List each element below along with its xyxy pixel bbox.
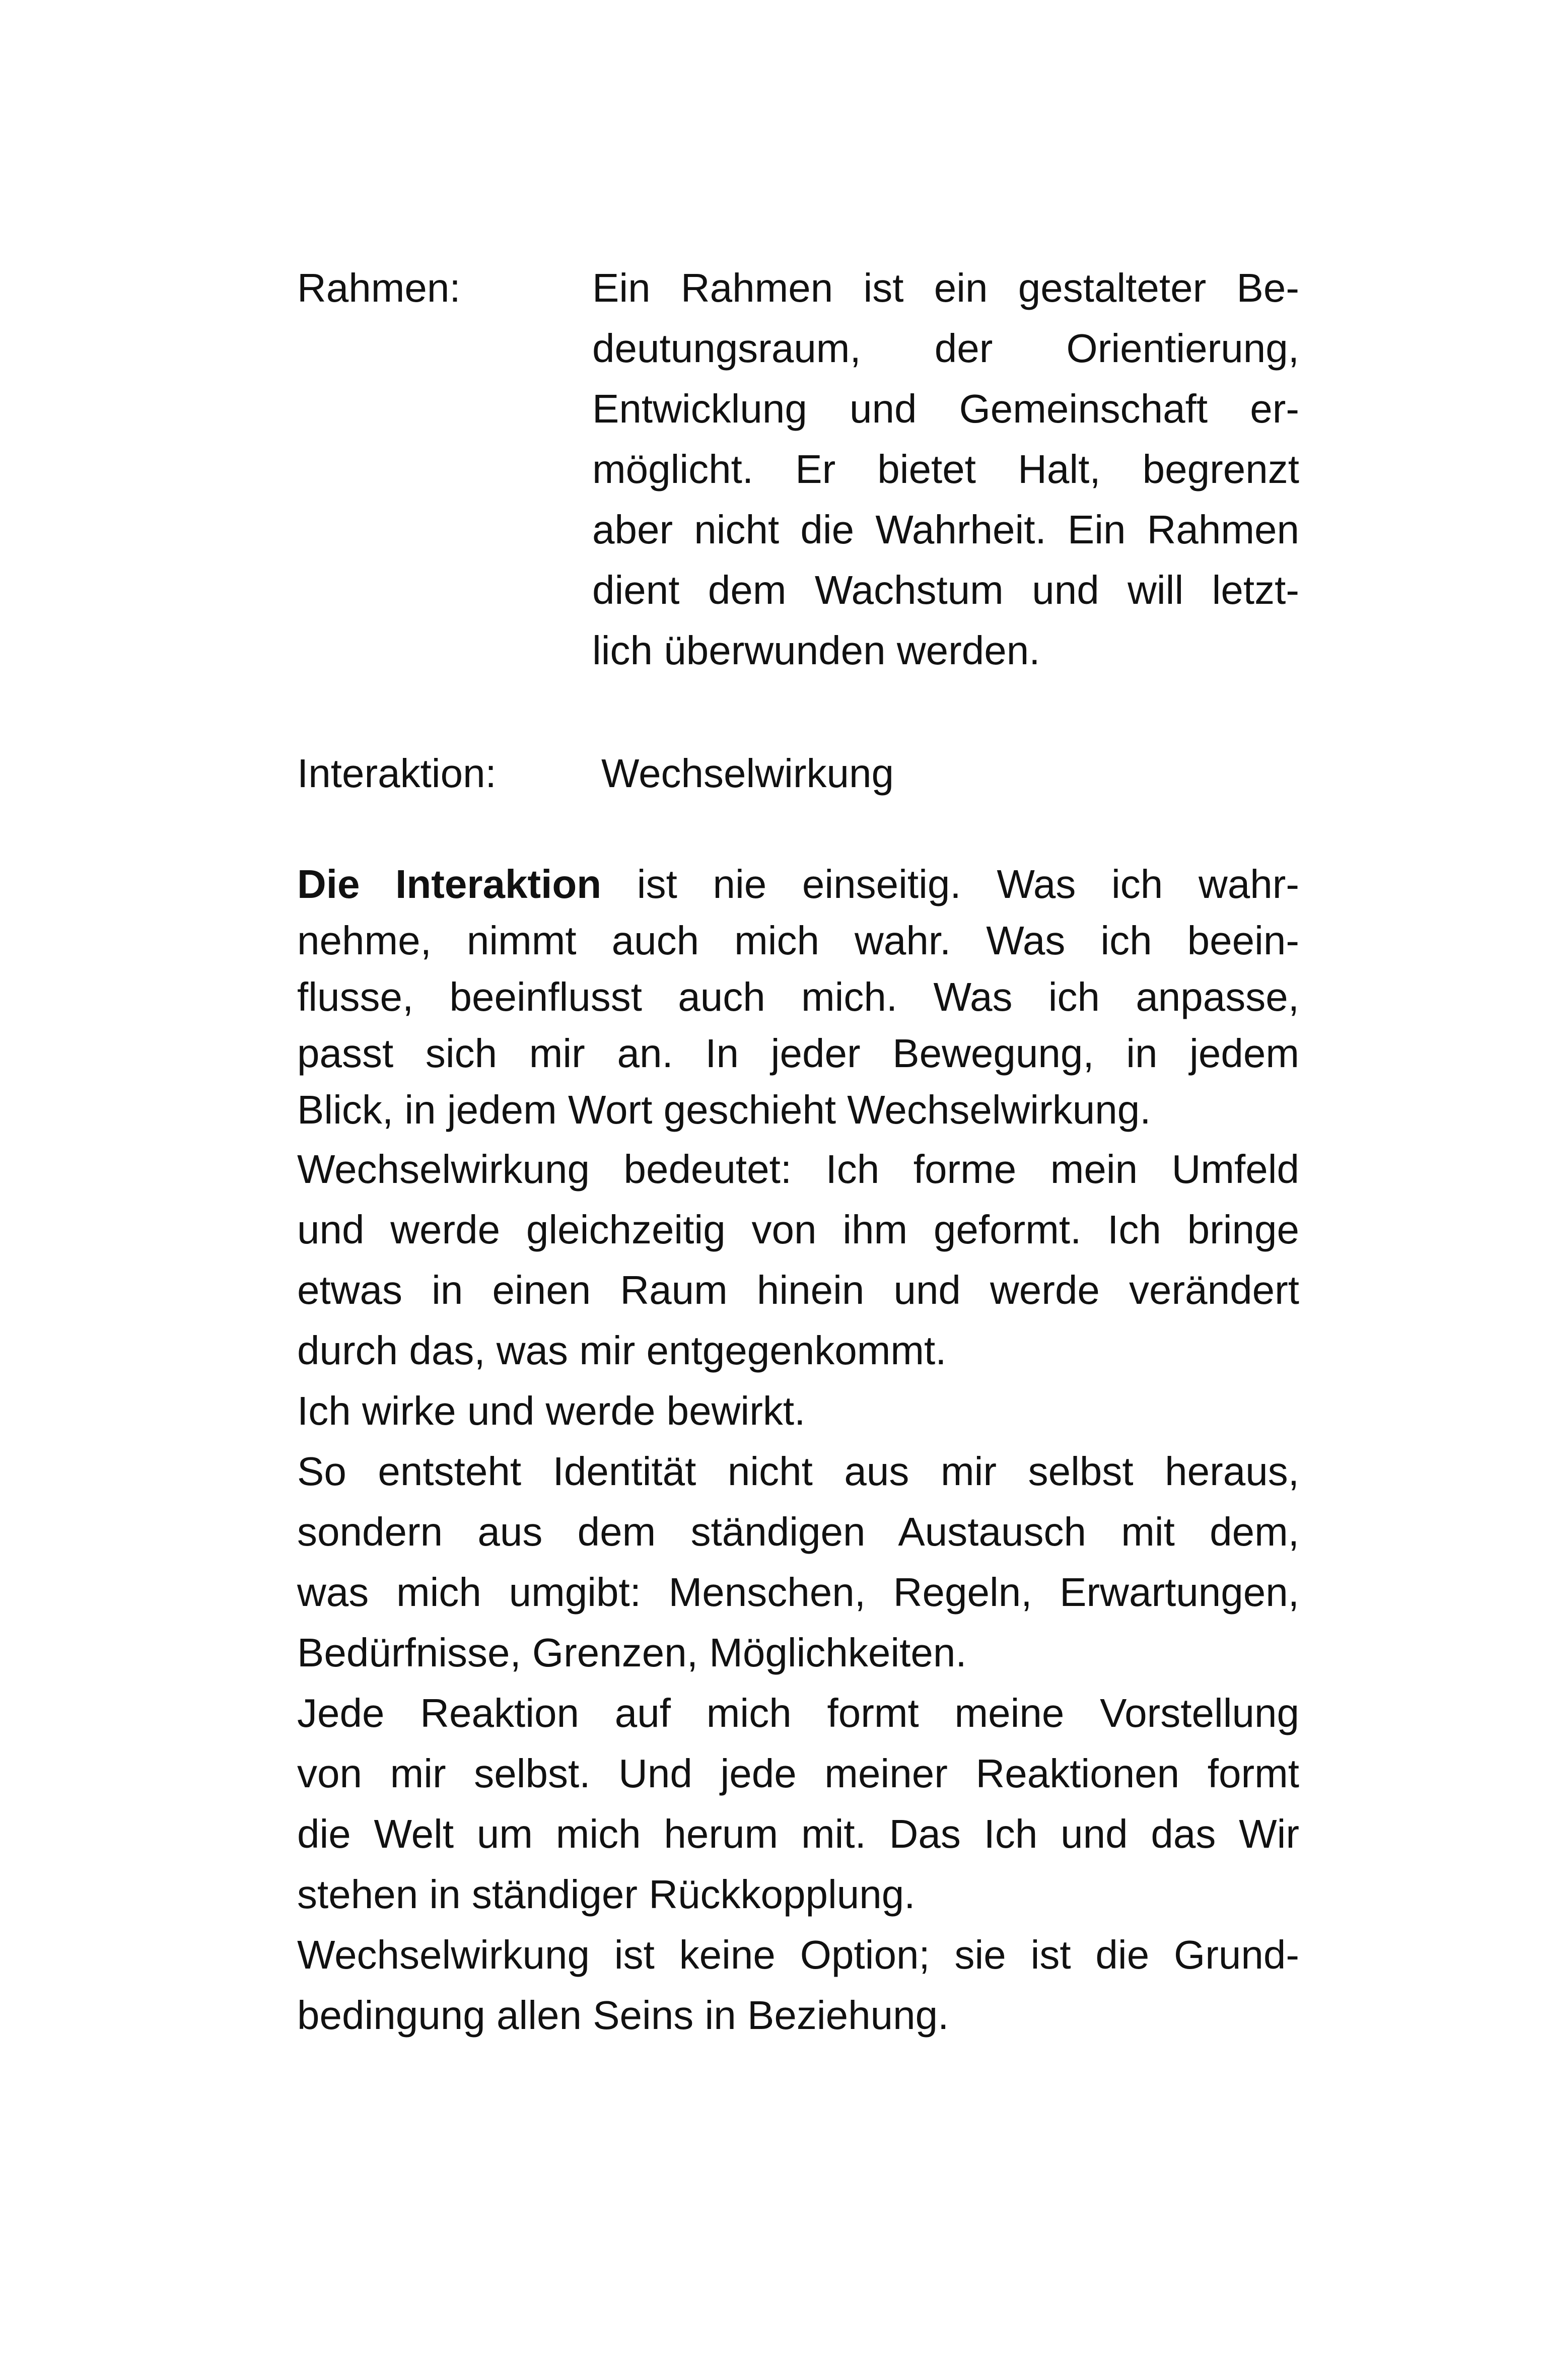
term-label-interaktion: Interaktion: bbox=[297, 751, 497, 796]
paragraph-line: durch das, was mir entgegenkommt. bbox=[297, 1328, 947, 1373]
paragraph-line: die Welt um mich herum mit. Das Ich und das Wir bbox=[297, 1811, 1299, 1856]
definition-line: lich überwunden werden. bbox=[592, 628, 1040, 673]
paragraph-line: sondern aus dem ständigen Austausch mit dem, bbox=[297, 1509, 1299, 1554]
definition-rahmen bbox=[592, 258, 1299, 681]
paragraph-line: Blick, in jedem Wort geschieht Wechselwirkung. bbox=[297, 1087, 1151, 1132]
paragraph-line: Wechselwirkung ist keine Option; sie ist die Grund- bbox=[297, 1932, 1299, 1977]
paragraph-line: bedingung allen Seins in Beziehung. bbox=[297, 1993, 949, 2038]
definition-line: dient dem Wachstum und will letzt- bbox=[592, 568, 1299, 612]
paragraph-line: Jede Reaktion auf mich formt meine Vorstellung bbox=[297, 1691, 1299, 1735]
definition-interaktion: Wechselwirkung bbox=[601, 751, 894, 796]
definition-line: aber nicht die Wahrheit. Ein Rahmen bbox=[592, 507, 1299, 552]
paragraph-line: was mich umgibt: Menschen, Regeln, Erwartungen, bbox=[297, 1570, 1299, 1615]
definition-line: deutungsraum, der Orientierung, bbox=[592, 326, 1299, 371]
paragraph-line: flusse, beeinflusst auch mich. Was ich anpasse, bbox=[297, 974, 1299, 1019]
paragraph-line: Bedürfnisse, Grenzen, Möglichkeiten. bbox=[297, 1630, 967, 1675]
definition-line: Entwicklung und Gemeinschaft er- bbox=[592, 386, 1299, 431]
paragraph-line: Ich wirke und werde bewirkt. bbox=[297, 1388, 806, 1433]
paragraph-line: etwas in einen Raum hinein und werde verändert bbox=[297, 1268, 1299, 1312]
definition-line: möglicht. Er bietet Halt, begrenzt bbox=[592, 447, 1299, 492]
term-label-rahmen: Rahmen: bbox=[297, 265, 461, 310]
bold-term: Die Interaktion bbox=[297, 862, 602, 906]
paragraph-line: von mir selbst. Und jede meiner Reaktionen formt bbox=[297, 1751, 1299, 1796]
paragraph-line: Die Interaktion ist nie einseitig. Was ich wahr- bbox=[297, 862, 1299, 906]
paragraph-line: stehen in ständiger Rückkopplung. bbox=[297, 1872, 916, 1917]
paragraph-line: nehme, nimmt auch mich wahr. Was ich beein- bbox=[297, 918, 1299, 963]
paragraph-line: passt sich mir an. In jeder Bewegung, in jedem bbox=[297, 1031, 1299, 1076]
paragraph-line: und werde gleichzeitig von ihm geformt. Ich bringe bbox=[297, 1207, 1299, 1252]
paragraph-line: Wechselwirkung bedeutet: Ich forme mein Umfeld bbox=[297, 1147, 1299, 1192]
paragraph-intro bbox=[297, 856, 1299, 1138]
paragraph-line: So entsteht Identität nicht aus mir selbst heraus, bbox=[297, 1449, 1299, 1494]
definition-line: Ein Rahmen ist ein gestalteter Be- bbox=[592, 265, 1299, 310]
paragraph-body bbox=[297, 1139, 1299, 2046]
